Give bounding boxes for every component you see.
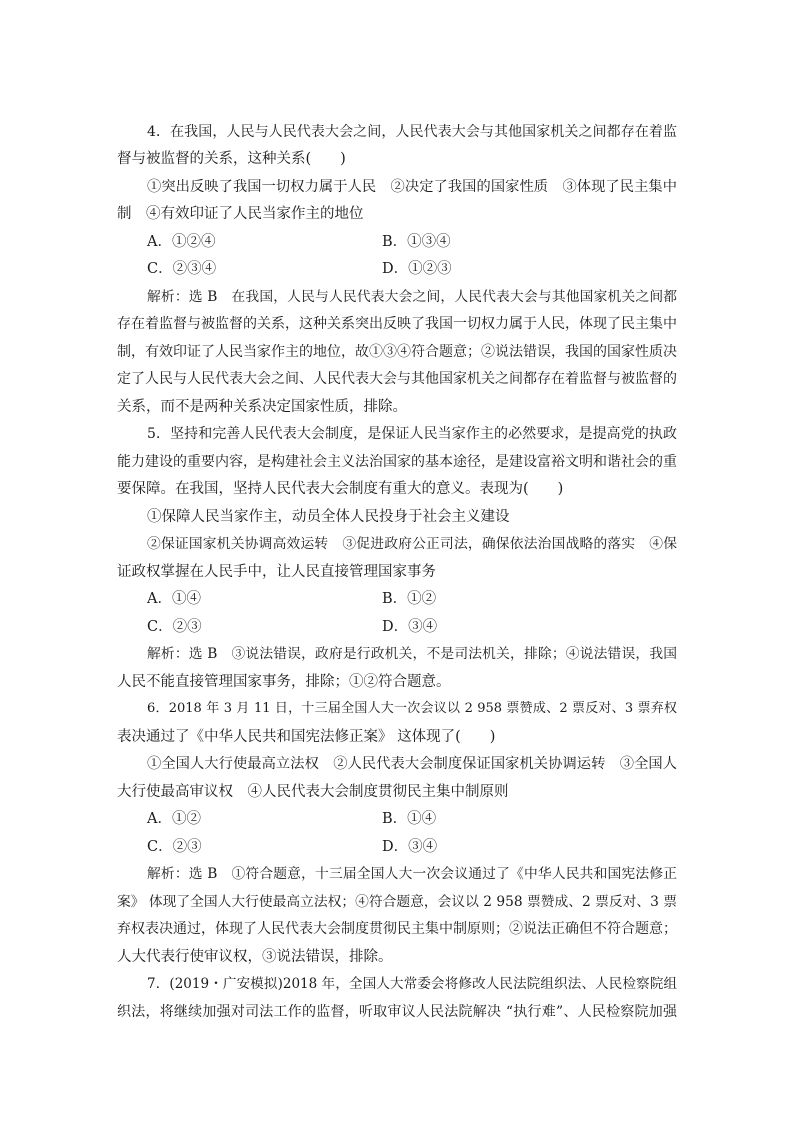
q7-stem-line-2: 织法，将继续加强对司法工作的监督，听取审议人民法院解决 “执行难”、人民检察院加强 bbox=[117, 1004, 677, 1020]
q5-stem-line-2: 能力建设的重要内容，是构建社会主义法治国家的基本途径，是建设富裕文明和谐社会的重 bbox=[117, 454, 677, 470]
q6-analysis-line-4: 人大代表行使审议权，③说法错误，排除。 bbox=[117, 949, 393, 965]
q6-option-c: C．②③ bbox=[147, 839, 202, 855]
q4-statements-line-2: 制 ④有效印证了人民当家作主的地位 bbox=[117, 206, 364, 222]
q6-analysis-line-1: 解析：选 B ①符合题意，十三届全国人大一次会议通过了《中华人民共和国宪法修正 bbox=[147, 866, 677, 882]
q6-statements-line-1: ①全国人大行使最高立法权 ②人民代表大会制度保证国家机关协调运转 ③全国人 bbox=[147, 756, 677, 772]
q5-analysis-line-1: 解析：选 B ③说法错误，政府是行政机关，不是司法机关，排除；④说法错误，我国 bbox=[147, 646, 677, 662]
q5-option-b: B．①② bbox=[382, 591, 437, 607]
q6-option-a: A．①② bbox=[147, 811, 201, 827]
q6-statements-line-2: 大行使最高审议权 ④人民代表大会制度贯彻民主集中制原则 bbox=[117, 784, 509, 800]
q4-analysis-line-4: 定了人民与人民代表大会之间、人民代表大会与其他国家机关之间都存在着监督与被监督的 bbox=[117, 371, 677, 387]
q4-analysis-line-3: 制，有效印证了人民当家作主的地位，故①③④符合题意；②说法错误，我国的国家性质决 bbox=[117, 344, 677, 360]
q5-statements-line-3: 证政权掌握在人民手中，让人民直接管理国家事务 bbox=[117, 564, 436, 580]
q6-stem-line-2: 表决通过了《中华人民共和国宪法修正案》 这体现了( ) bbox=[117, 729, 496, 745]
q5-stem-line-3: 要保障。在我国，坚持人民代表大会制度有重大的意义。表现为( ) bbox=[117, 481, 564, 497]
q5-stem-line-1: 5．坚持和完善人民代表大会制度，是保证人民当家作主的必然要求，是提高党的执政 bbox=[147, 426, 677, 442]
q6-option-d: D．③④ bbox=[382, 839, 438, 855]
q6-stem-line-1: 6．2018 年 3 月 11 日，十三届全国人大一次会议以 2 958 票赞成、2 票反对、3 票弃权 bbox=[147, 701, 677, 716]
q5-option-d: D．③④ bbox=[382, 619, 438, 635]
q4-option-d: D．①②③ bbox=[382, 261, 452, 277]
q4-analysis-line-5: 关系，而不是两种关系决定国家性质，排除。 bbox=[117, 399, 407, 415]
q5-option-c: C．②③ bbox=[147, 619, 202, 635]
q4-analysis-line-1: 解析：选 B 在我国，人民与人民代表大会之间，人民代表大会与其他国家机关之间都 bbox=[147, 289, 677, 305]
q5-statements-line-2: ②保证国家机关协调高效运转 ③促进政府公正司法，确保依法治国战略的落实 ④保 bbox=[147, 536, 677, 552]
q4-option-a: A．①②④ bbox=[147, 234, 216, 250]
q5-analysis-line-2: 人民不能直接管理国家事务，排除；①②符合题意。 bbox=[117, 674, 451, 690]
q4-statements-line-1: ①突出反映了我国一切权力属于人民 ②决定了我国的国家性质 ③体现了民主集中 bbox=[147, 179, 677, 195]
q4-option-c: C．②③④ bbox=[147, 261, 217, 277]
q4-stem-line-1: 4．在我国，人民与人民代表大会之间，人民代表大会与其他国家机关之间都存在着监 bbox=[147, 124, 677, 140]
q4-analysis-line-2: 存在着监督与被监督的关系，这种关系突出反映了我国一切权力属于人民，体现了民主集中 bbox=[117, 316, 677, 332]
q6-analysis-line-3: 弃权表决通过，体现了人民代表大会制度贯彻民主集中制原则；②说法正确但不符合题意； bbox=[117, 921, 677, 937]
q6-option-b: B．①④ bbox=[382, 811, 437, 827]
q5-statement-1: ①保障人民当家作主，动员全体人民投身于社会主义建设 bbox=[147, 509, 510, 525]
q4-option-b: B．①③④ bbox=[382, 234, 451, 250]
q6-analysis-line-2: 案》 体现了全国人大行使最高立法权；④符合题意，会议以 2 958 票赞成、2 票反对、3 票 bbox=[117, 894, 677, 910]
q4-stem-line-2: 督与被监督的关系，这种关系( ) bbox=[117, 151, 346, 167]
q7-stem-line-1: 7．(2019・广安模拟)2018 年，全国人大常委会将修改人民法院组织法、人民检察院组 bbox=[147, 976, 677, 992]
q5-option-a: A．①④ bbox=[147, 591, 201, 607]
